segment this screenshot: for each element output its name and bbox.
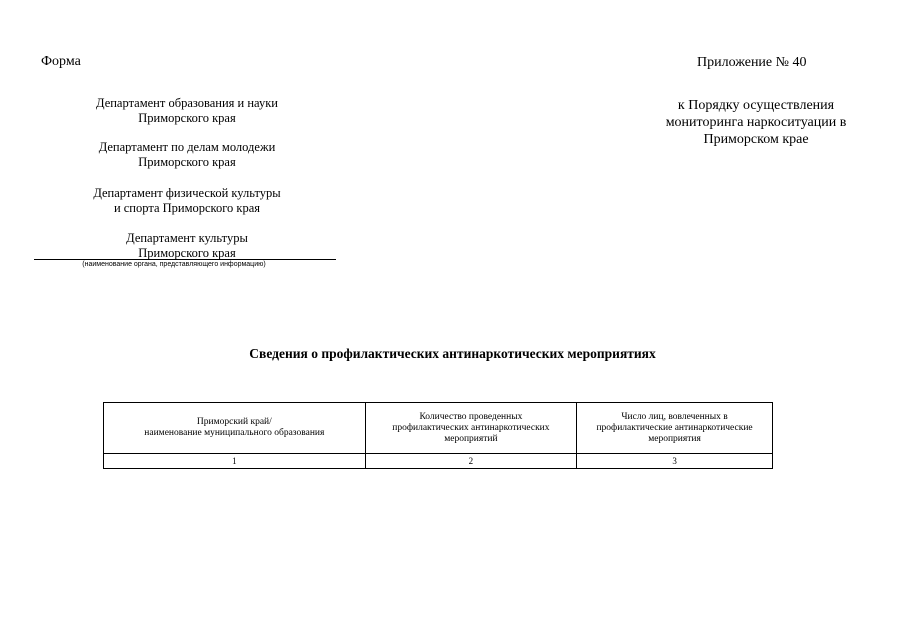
table-header-cell — [577, 403, 773, 454]
column-number: 3 — [577, 454, 773, 469]
header-line: наименование муниципального образования — [144, 428, 325, 438]
header-line: профилактические антинаркотические — [596, 422, 753, 433]
header-line: профилактических антинаркотических — [392, 422, 550, 433]
table-header-row — [104, 403, 773, 454]
table-row — [104, 454, 773, 469]
table-header-cell — [365, 403, 576, 454]
form-label: Форма — [41, 54, 81, 69]
department-line: Приморского края — [138, 246, 236, 260]
department-line: Приморского края — [138, 155, 236, 169]
department-block — [57, 231, 317, 261]
appendix-number: Приложение № 40 — [697, 55, 807, 70]
signature-rule — [34, 259, 336, 260]
header-line: мероприятий — [444, 433, 498, 444]
document-title: Сведения о профилактических антинаркотических мероприятиях — [249, 346, 656, 361]
department-block — [57, 186, 317, 216]
department-block — [57, 140, 317, 170]
department-block — [57, 96, 317, 126]
department-line: и спорта Приморского края — [113, 201, 261, 215]
header-line: Число лиц, вовлеченных в — [621, 411, 728, 422]
header-line: мероприятия — [648, 433, 701, 444]
appendix-text: к Порядку осуществления мониторинга наркоситуации в Приморском крае — [665, 98, 847, 147]
header-line: Количество проведенных — [419, 411, 523, 422]
table-header-cell — [104, 403, 366, 454]
department-line: Департамент культуры — [126, 231, 248, 245]
department-line: Департамент по делам молодежи — [98, 140, 276, 154]
department-line: Департамент образования и науки — [96, 96, 278, 110]
organ-caption: (наименование органа, представляющего информацию) — [82, 261, 266, 268]
report-table — [103, 402, 773, 469]
header-line: Приморский край/ — [196, 417, 272, 427]
department-line: Департамент физической культуры — [93, 186, 281, 200]
column-number: 1 — [104, 454, 366, 469]
column-number: 2 — [365, 454, 576, 469]
department-line: Приморского края — [138, 111, 236, 125]
